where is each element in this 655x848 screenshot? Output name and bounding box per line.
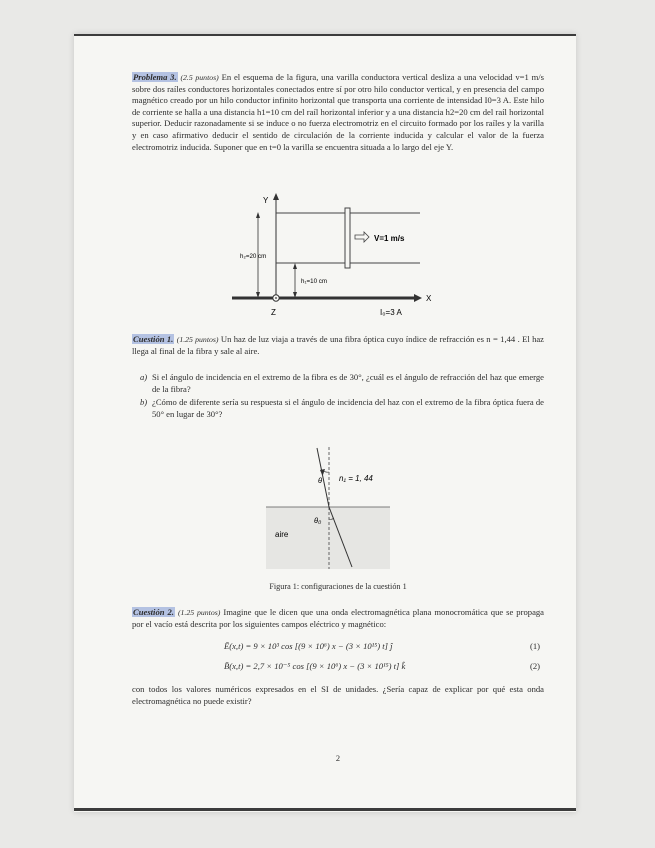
air-label: aire — [275, 530, 289, 539]
current-label: I₀=3 A — [380, 308, 402, 317]
equation-2-number: (2) — [529, 661, 540, 671]
cuestion-2-text: Imagine que le dicen que una onda electromagnética plana monocromática que se propaga por el vacío está descrita por los siguientes campos eléctrico y magnético: — [132, 607, 544, 629]
theta-1-label: θ — [318, 476, 323, 485]
equation-2-body: B̄(x,t) = 2,7 × 10⁻⁵ cos [(9 × 10⁶) x − (3 × 10¹⁵) t] k̂ — [224, 661, 406, 671]
h2-label: h₂=20 cm — [240, 253, 267, 260]
equation-1-number: (1) — [529, 641, 540, 651]
z-axis-label: Z — [271, 308, 276, 317]
equation-2 — [132, 661, 544, 675]
cuestion-1-text: Un haz de luz viaja a través de una fibra óptica cuyo índice de refracción es n = 1,44 . El haz llega al final de la fibra y sale al aire. — [132, 334, 544, 356]
cuestion-2-closing: con todos los valores numéricos expresados en el SI de unidades. ¿Sería capaz de explicar por qué esta onda electromagnética no puede existir? — [132, 684, 544, 706]
cuestion-2-points: (1.25 puntos) — [177, 608, 221, 617]
h1-label: h₁=10 cm — [301, 278, 327, 285]
item-a-label: a) — [140, 372, 148, 382]
cuestion-1-points: (1.25 puntos) — [176, 335, 219, 344]
item-b-text: ¿Cómo de diferente sería su respuesta si el ángulo de incidencia del haz con el extremo de la fibra óptica fuera de 50° en lugar de 30°? — [152, 397, 544, 419]
y-axis-label: Y — [263, 196, 269, 205]
velocity-label: V=1 m/s — [374, 234, 405, 243]
cuestion-2-paragraph — [132, 607, 544, 630]
bottom-rule — [74, 808, 576, 811]
problema-3-text: En el esquema de la figura, una varilla conductora vertical desliza a una velocidad v=1 m/s sobre dos raíles conductores horizontales conectados entre sí por otro hilo conductor vertical, y en presencia del campo magnético creado por un hilo conductor infinito horizontal que transporta una corriente de intensidad I0=3 A. Este hilo de corriente se halla a una distancia h1=10 cm del raíl horizontal inferior y a una distancia h2=20 cm del raíl horizontal superior. Deducir razonadamente si se induce o no fuerza electromotriz en el circuito formado por los raíles y la varilla y en caso afirmativo deducir el sentido de circulación de la corriente inducida y calcular el valor de la fuerza electromotriz inducida. Suponer que en t=0 la varilla se encuentra situada a lo largo del eje Y. — [132, 72, 545, 152]
equation-1-body: Ē(x,t) = 9 × 10³ cos [(9 × 10⁶) x − (3 × 10¹⁵) t] ĵ — [224, 641, 393, 651]
cuestion-2-label: Cuestión 2. — [133, 607, 174, 617]
figure-caption: Figura 1: configuraciones de la cuestión 1 — [269, 582, 407, 591]
cuestion-1-label: Cuestión 1. — [133, 334, 174, 344]
page-number: 2 — [335, 754, 341, 763]
problema-3-points: (2.5 puntos) — [180, 73, 219, 82]
problema-3-label: Problema 3. — [133, 72, 177, 82]
refractive-index-label: n₁ = 1, 44 — [339, 474, 373, 483]
item-a-text: Si el ángulo de incidencia en el extremo de la fibra es de 30°, ¿cuál es el ángulo de refracción del haz que emerge de la fibra? — [152, 372, 544, 394]
item-b-label: b) — [140, 397, 148, 408]
equation-1 — [132, 641, 544, 655]
x-axis-label: X — [426, 294, 432, 303]
theta-0-label: θ₀ — [314, 516, 322, 525]
